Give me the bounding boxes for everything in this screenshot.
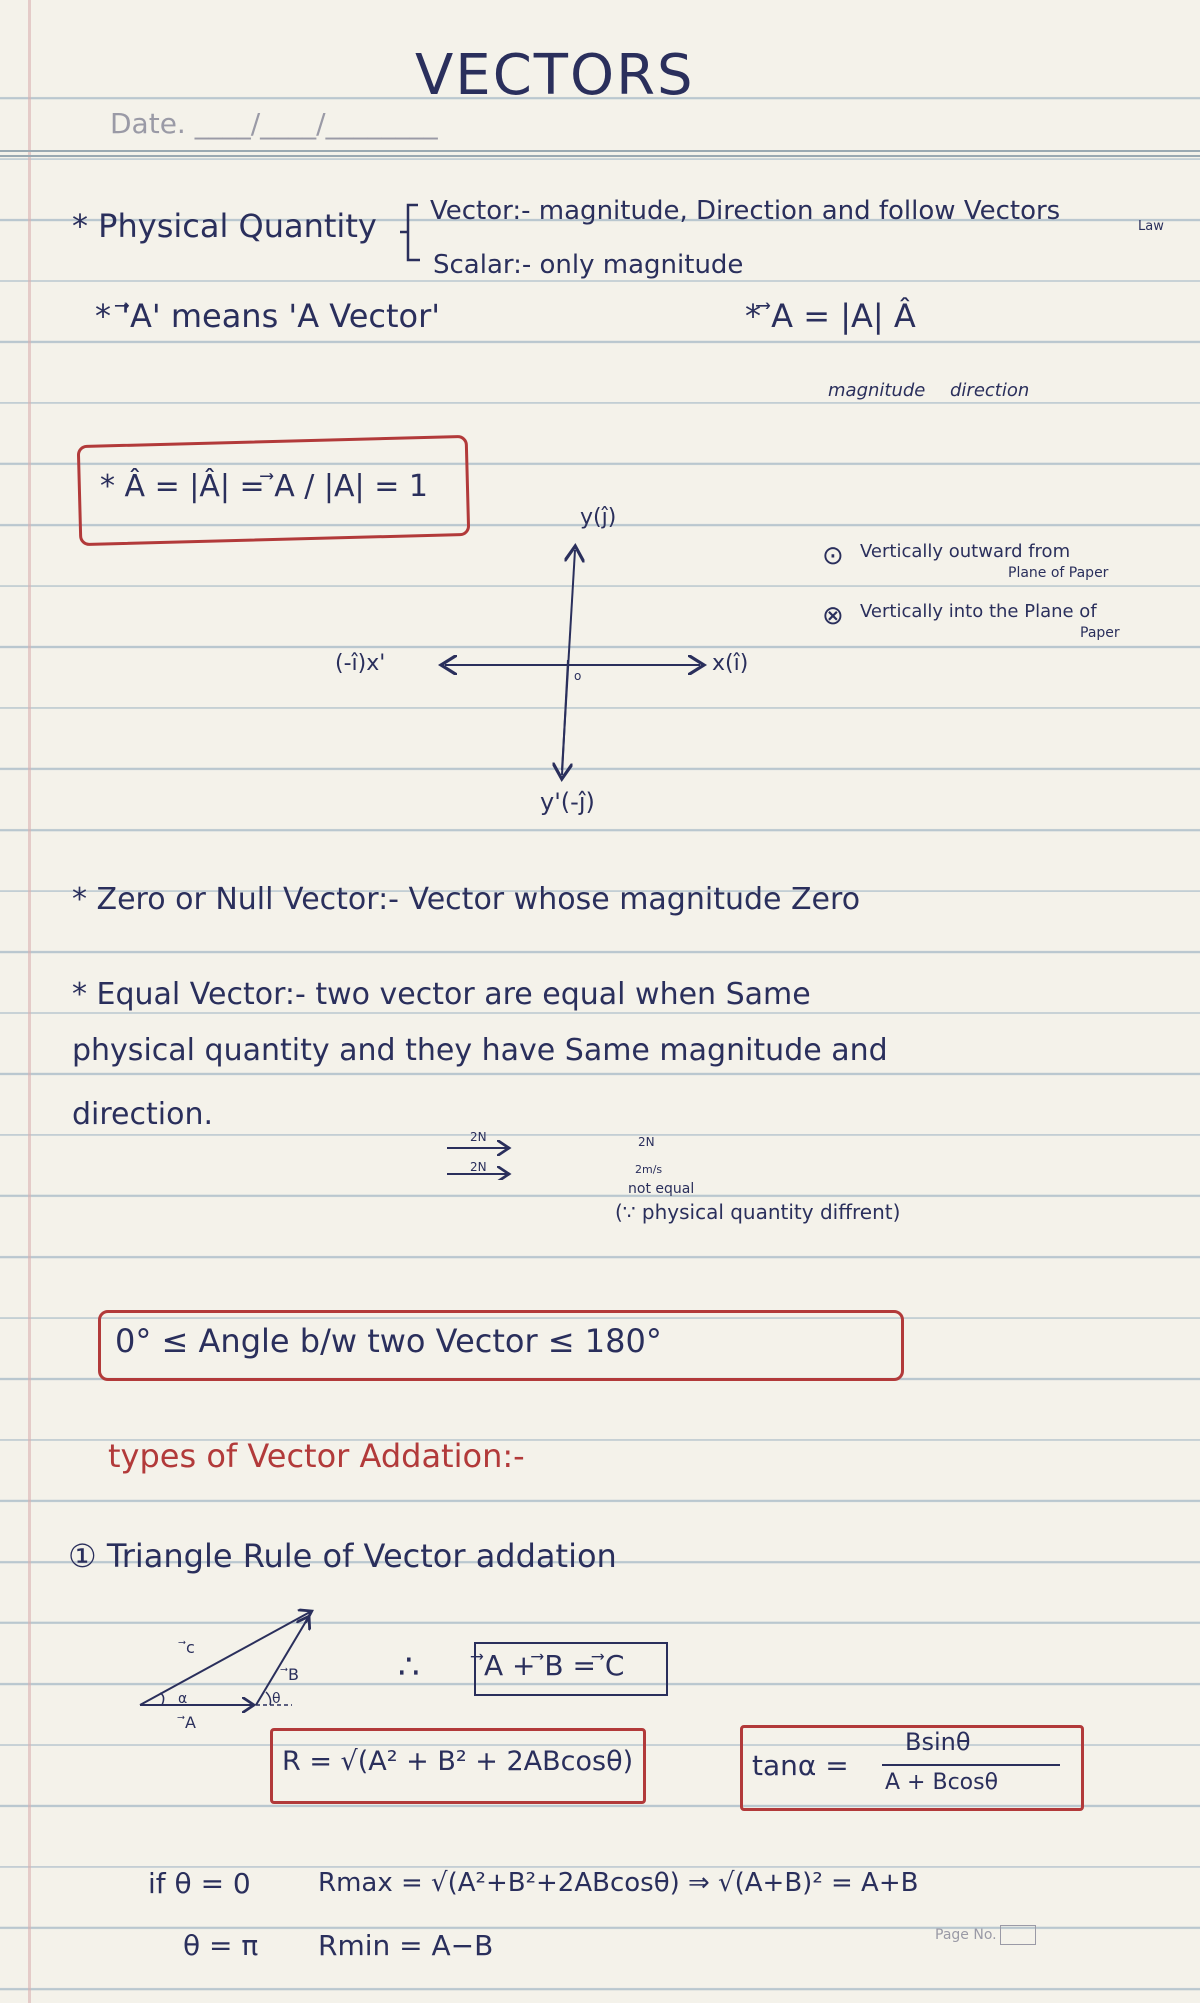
triangle-label-c: ⃗c <box>186 1638 195 1657</box>
inward-description: Vertically into the Plane of <box>860 601 1097 622</box>
scalar-definition: Scalar:- only magnitude <box>433 250 744 280</box>
x-axis-negative-label: (-î)x' <box>335 651 386 676</box>
magnitude-label: magnitude <box>828 380 926 401</box>
unequal-example-2: 2m/s <box>635 1163 663 1176</box>
not-equal-note: not equal <box>628 1181 695 1197</box>
vector-notation: * '⃗A' means 'A Vector' <box>95 297 441 335</box>
sum-equation: ⃗A + ⃗B = ⃗C <box>484 1649 625 1682</box>
triangle-label-a: ⃗A <box>185 1713 196 1732</box>
x-axis-positive-label: x(î) <box>712 651 749 676</box>
equal-vector-arrows <box>445 1140 515 1180</box>
unequal-example-1: 2N <box>638 1135 655 1149</box>
triangle-label-b: ⃗B <box>288 1665 299 1684</box>
fraction-bar <box>882 1764 1060 1766</box>
zero-vector-definition: * Zero or Null Vector:- Vector whose magnitude Zero <box>72 882 861 917</box>
header-rule <box>0 150 1200 152</box>
header-rule <box>0 155 1200 157</box>
margin-line <box>28 0 31 2003</box>
equal-vector-line-3: direction. <box>72 1097 214 1132</box>
equal-example-1: 2N <box>470 1130 487 1144</box>
therefore-symbol: ∴ <box>398 1647 420 1687</box>
equal-example-2: 2N <box>470 1160 487 1174</box>
angle-range-text: 0° ≤ Angle b/w two Vector ≤ 180° <box>115 1322 662 1360</box>
equal-vector-line-2: physical quantity and they have Same magnitude and <box>72 1033 888 1068</box>
y-axis-negative-label: y'(-ĵ) <box>540 788 595 816</box>
rmin-condition: θ = π <box>183 1929 259 1962</box>
resultant-equation: R = √(A² + B² + 2ABcosθ) <box>282 1746 634 1777</box>
inward-description-2: Paper <box>1080 625 1120 641</box>
tan-numerator: Bsinθ <box>905 1728 971 1756</box>
page-number-label: Page No. <box>935 1927 997 1943</box>
vector-law-label: Law <box>1138 219 1164 234</box>
rmax-equation: Rmax = √(A²+B²+2ABcosθ) ⇒ √(A+B)² = A+B <box>318 1868 919 1898</box>
origin-label: o <box>574 669 582 683</box>
y-axis-positive-label: y(ĵ) <box>580 505 617 530</box>
outward-description: Vertically outward from <box>860 541 1071 562</box>
tan-denominator: A + Bcosθ <box>885 1770 999 1795</box>
rmin-equation: Rmin = A−B <box>318 1929 494 1962</box>
tan-alpha-label: tanα = <box>752 1749 849 1782</box>
not-equal-reason: (∵ physical quantity diffrent) <box>615 1200 901 1224</box>
equal-vector-line-1: * Equal Vector:- two vector are equal when Same <box>72 977 811 1012</box>
outward-description-2: Plane of Paper <box>1008 565 1109 581</box>
triangle-label-alpha: α <box>178 1691 188 1707</box>
page-title: VECTORS <box>415 43 695 108</box>
outward-symbol-icon: ⊙ <box>822 541 844 571</box>
inward-symbol-icon: ⊗ <box>822 601 844 631</box>
triangle-diagram <box>130 1600 330 1730</box>
vector-components: * ⃗A = |A| Â <box>745 297 916 335</box>
physical-quantity-heading: * Physical Quantity <box>72 207 377 245</box>
date-label: Date. ____/____/________ <box>110 107 438 140</box>
rmax-condition: if θ = 0 <box>148 1867 251 1900</box>
brace-icon <box>398 200 428 270</box>
unit-vector-formula: * Â = |Â| = ⃗A / |A| = 1 <box>100 469 428 504</box>
vector-definition: Vector:- magnitude, Direction and follow Vectors <box>430 196 1061 226</box>
triangle-rule-heading: ① Triangle Rule of Vector addation <box>68 1537 617 1575</box>
types-heading: types of Vector Addation:- <box>108 1437 525 1475</box>
triangle-label-theta: θ <box>272 1691 281 1707</box>
direction-label: direction <box>950 380 1030 401</box>
page-number-box <box>1000 1925 1036 1945</box>
